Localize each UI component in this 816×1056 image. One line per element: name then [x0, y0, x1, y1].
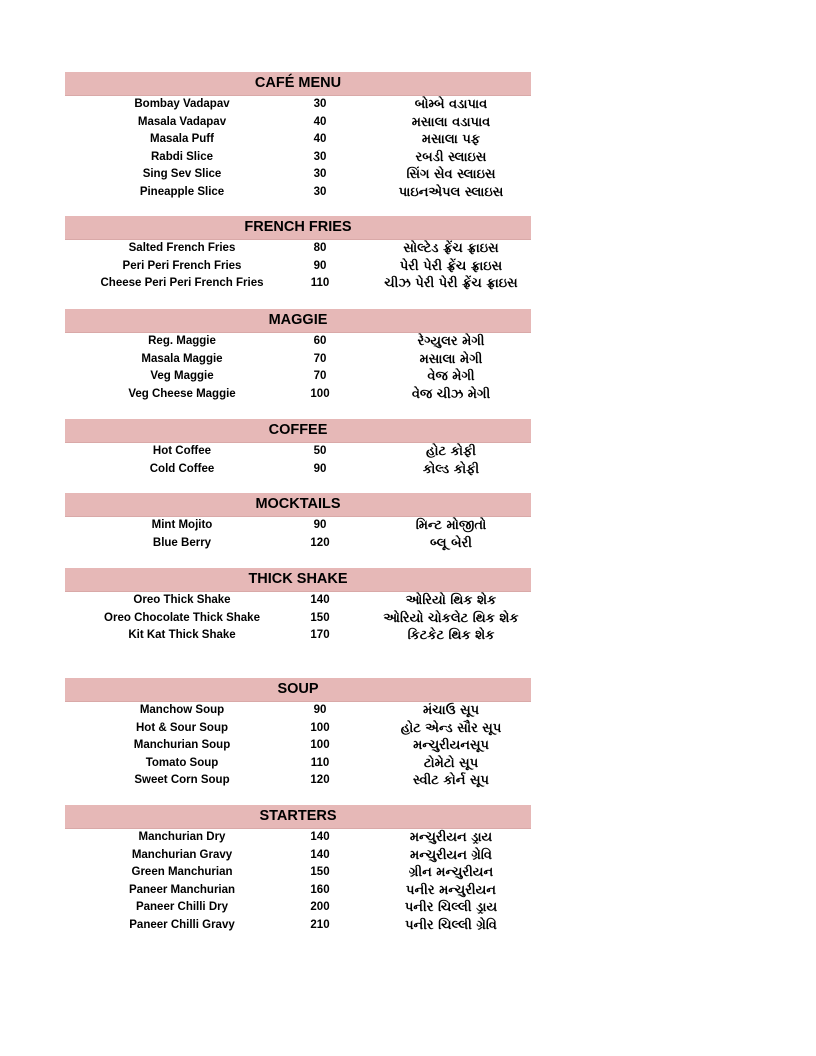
- item-price: 140: [310, 848, 330, 861]
- section-title: MOCKTAILS: [65, 493, 531, 517]
- item-name-gujarati: મિન્ટ મોજીતો: [415, 518, 487, 533]
- item-price: 90: [313, 462, 327, 475]
- item-name: Manchow Soup: [139, 704, 225, 716]
- item-price: 30: [313, 185, 327, 198]
- item-price: 30: [313, 98, 327, 110]
- item-price: 140: [310, 831, 330, 843]
- list-item: [65, 368, 531, 386]
- item-price: 80: [313, 242, 327, 254]
- list-item: [65, 275, 531, 293]
- item-price: 40: [313, 133, 327, 146]
- list-item: [65, 847, 531, 865]
- item-name: Hot & Sour Soup: [136, 721, 228, 734]
- item-name: Manchurian Gravy: [131, 848, 233, 861]
- item-name: Peri Peri French Fries: [122, 259, 242, 272]
- item-price: 150: [310, 611, 330, 624]
- list-item: [65, 772, 531, 790]
- item-price: 200: [310, 901, 330, 914]
- item-name: Sing Sev Slice: [142, 168, 222, 181]
- item-name-gujarati: ઓરિયો ચોકલેટ થિક શેક: [383, 610, 519, 626]
- item-name: Manchurian Soup: [133, 739, 231, 752]
- section-title: COFFEE: [65, 419, 531, 443]
- list-item: [65, 166, 531, 184]
- item-name: Kit Kat Thick Shake: [128, 629, 236, 642]
- item-name: Paneer Manchurian: [128, 883, 236, 896]
- item-name-gujarati: પનીર ચિલ્લી ગ્રેવિ: [405, 917, 497, 933]
- item-name: Reg. Maggie: [148, 335, 216, 347]
- item-name: Masala Puff: [150, 133, 214, 146]
- list-item: [65, 258, 531, 276]
- list-item: [65, 96, 531, 114]
- section-title: STARTERS: [65, 805, 531, 829]
- item-price: 90: [313, 704, 327, 716]
- section-cafe-menu: [65, 72, 531, 202]
- list-item: [65, 882, 531, 900]
- list-item: [65, 114, 531, 132]
- item-name-gujarati: બોમ્બે વડાપાવ: [414, 97, 488, 112]
- list-item: [65, 535, 531, 553]
- list-item: [65, 737, 531, 755]
- item-name-gujarati: બ્લૂ બેરી: [430, 535, 472, 551]
- item-name-gujarati: મન્ચુરીયન ડ્રાય: [409, 830, 493, 845]
- item-name-gujarati: મંચાઉ સૂપ: [422, 703, 480, 718]
- item-name-gujarati: ગ્રીન મન્ચુરીયન: [408, 865, 494, 881]
- item-name: Hot Coffee: [152, 445, 212, 457]
- item-name: Rabdi Slice: [151, 150, 213, 163]
- item-name: Cold Coffee: [149, 462, 215, 475]
- list-item: [65, 461, 531, 479]
- list-item: [65, 720, 531, 738]
- item-name: Veg Maggie: [150, 370, 214, 383]
- item-name: Paneer Chilli Gravy: [129, 918, 235, 931]
- item-name: Pineapple Slice: [139, 185, 225, 198]
- item-name-gujarati: પનીર મન્ચુરીયન: [406, 882, 496, 898]
- item-price: 120: [310, 536, 330, 549]
- item-name: Green Manchurian: [131, 866, 233, 879]
- item-name-gujarati: સોલ્ટેડ ફ્રેંચ ફ્રાઇસ: [403, 241, 499, 256]
- item-price: 100: [310, 721, 330, 734]
- list-item: [65, 517, 531, 535]
- list-item: [65, 899, 531, 917]
- item-name-gujarati: ચીઝ પેરી પેરી ફ્રેંચ ફ્રાઇસ: [384, 276, 518, 292]
- item-name: Masala Vadapav: [137, 115, 227, 128]
- section-mocktails: [65, 493, 531, 552]
- item-name: Oreo Thick Shake: [133, 594, 231, 606]
- item-name: Tomato Soup: [145, 756, 219, 769]
- list-item: [65, 131, 531, 149]
- item-name-gujarati: રબડી સ્લાઇસ: [415, 149, 487, 165]
- list-item: [65, 592, 531, 610]
- item-name-gujarati: રેગ્યુલર મેગી: [417, 334, 485, 349]
- item-name-gujarati: વેજ ચીઝ મેગી: [411, 386, 491, 402]
- item-name: Masala Maggie: [141, 352, 223, 365]
- item-price: 150: [310, 866, 330, 879]
- item-name-gujarati: મન્ચુરીયન ગ્રેવિ: [410, 847, 492, 863]
- list-item: [65, 386, 531, 404]
- item-name-gujarati: સ્વીટ કોર્ન સૂપ: [413, 773, 489, 789]
- list-item: [65, 443, 531, 461]
- list-item: [65, 627, 531, 645]
- section-soup: [65, 678, 531, 790]
- item-name: Cheese Peri Peri French Fries: [100, 277, 264, 290]
- item-name: Mint Mojito: [151, 519, 213, 531]
- section-title: MAGGIE: [65, 309, 531, 333]
- item-name-gujarati: હોટ એન્ડ સૌર સૂપ: [400, 720, 502, 736]
- item-price: 110: [310, 277, 330, 290]
- list-item: [65, 829, 531, 847]
- item-name-gujarati: કોલ્ડ કોફી: [422, 461, 480, 477]
- section-title: FRENCH FRIES: [65, 216, 531, 240]
- list-item: [65, 333, 531, 351]
- item-price: 90: [313, 259, 327, 272]
- item-price: 100: [310, 387, 330, 400]
- item-price: 70: [313, 352, 327, 365]
- section-starters: [65, 805, 531, 935]
- item-price: 160: [310, 883, 330, 896]
- item-name-gujarati: પનીર ચિલ્લી ડ્રાય: [404, 900, 498, 916]
- list-item: [65, 702, 531, 720]
- list-item: [65, 917, 531, 935]
- list-item: [65, 149, 531, 167]
- item-price: 40: [313, 115, 327, 128]
- list-item: [65, 240, 531, 258]
- section-thick-shake: [65, 568, 531, 645]
- item-name-gujarati: પેરી પેરી ફ્રેંચ ફ્રાઇસ: [399, 258, 503, 274]
- item-price: 90: [313, 519, 327, 531]
- item-name-gujarati: કિટકેટ થિક શેક: [407, 628, 495, 644]
- item-price: 30: [313, 150, 327, 163]
- item-name: Sweet Corn Soup: [134, 774, 230, 787]
- item-name-gujarati: મસાલા મેગી: [419, 351, 483, 367]
- item-price: 140: [310, 594, 330, 606]
- list-item: [65, 864, 531, 882]
- menu-document: [65, 0, 531, 1056]
- item-name: Veg Cheese Maggie: [128, 387, 236, 400]
- item-price: 170: [310, 629, 330, 642]
- section-title: CAFÉ MENU: [65, 72, 531, 96]
- item-name-gujarati: વેજ મેગી: [427, 369, 475, 385]
- item-name-gujarati: ટોમેટો સૂપ: [423, 755, 479, 771]
- list-item: [65, 184, 531, 202]
- section-french-fries: [65, 216, 531, 293]
- item-name-gujarati: પાઇનએપલ સ્લાઇસ: [398, 184, 504, 200]
- item-price: 210: [310, 918, 330, 931]
- item-price: 100: [310, 739, 330, 752]
- section-title: SOUP: [65, 678, 531, 702]
- item-name-gujarati: મસાલા પફ: [421, 132, 481, 148]
- item-name: Paneer Chilli Dry: [135, 901, 229, 914]
- section-title: THICK SHAKE: [65, 568, 531, 592]
- item-name: Bombay Vadapav: [134, 98, 230, 110]
- list-item: [65, 351, 531, 369]
- item-name-gujarati: મન્ચુરીયનસૂપ: [413, 738, 489, 754]
- item-name-gujarati: સિંગ સેવ સ્લાઇસ: [406, 167, 496, 183]
- item-price: 70: [313, 370, 327, 383]
- item-name-gujarati: મસાલા વડાપાવ: [411, 114, 491, 130]
- list-item: [65, 610, 531, 628]
- item-price: 50: [313, 445, 327, 457]
- item-name: Oreo Chocolate Thick Shake: [104, 611, 260, 624]
- item-price: 30: [313, 168, 327, 181]
- item-name: Manchurian Dry: [138, 831, 226, 843]
- section-coffee: [65, 419, 531, 478]
- section-maggie: [65, 309, 531, 403]
- item-name: Salted French Fries: [128, 242, 236, 254]
- item-name-gujarati: હોટ કોફી: [425, 444, 476, 459]
- item-price: 60: [313, 335, 327, 347]
- item-name: Blue Berry: [152, 536, 212, 549]
- item-price: 120: [310, 774, 330, 787]
- item-price: 110: [310, 756, 330, 769]
- list-item: [65, 755, 531, 773]
- item-name-gujarati: ઓરિયો થિક શેક: [405, 593, 497, 608]
